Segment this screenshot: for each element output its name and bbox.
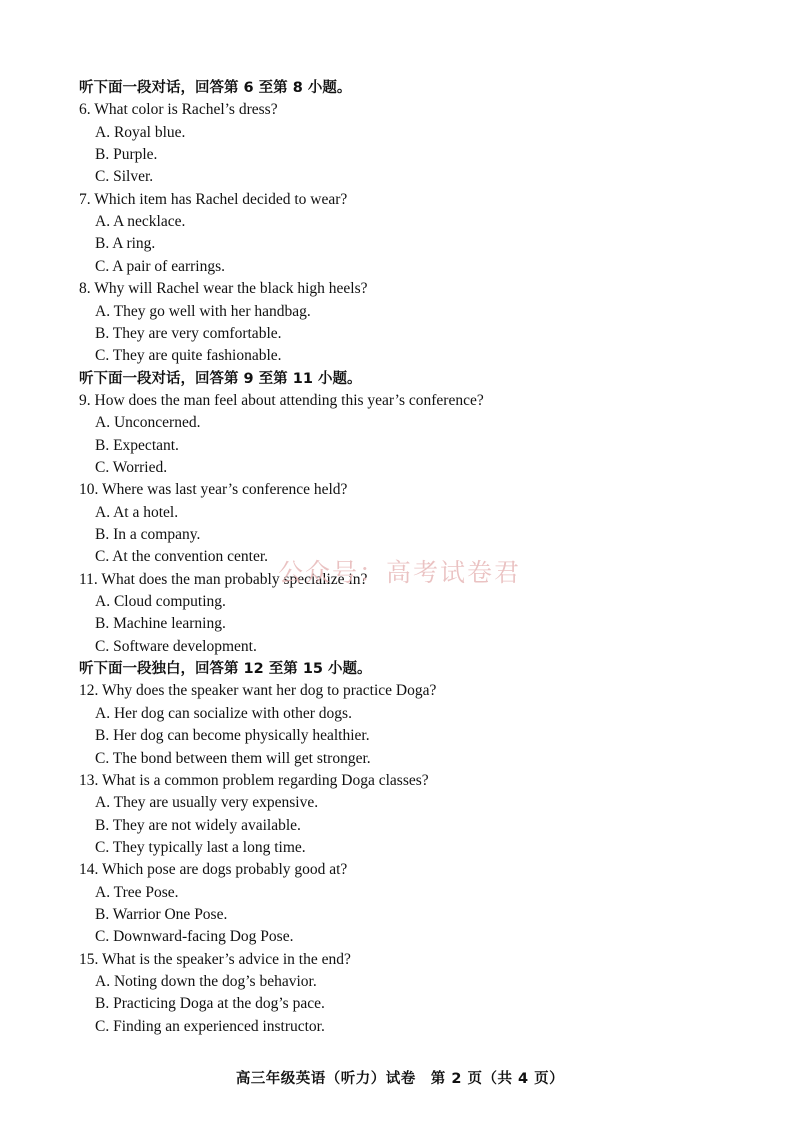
watermark: 公众号：高考试卷君 <box>278 558 522 587</box>
answer-option: B. In a company. <box>95 526 201 543</box>
answer-option: B. Expectant. <box>95 436 179 454</box>
answer-option: C. Silver. <box>95 168 154 186</box>
section-instruction: 听下面一段对话，回答第 6 至第 8 小题。 <box>79 80 352 96</box>
answer-option: A. Unconcerned. <box>95 414 201 432</box>
answer-option: B. Her dog can become physically healthier. <box>95 727 370 745</box>
question-stem: 6. What color is Rachel’s dress? <box>79 101 278 119</box>
question-stem: 11. What does the man probably specialize in? <box>79 570 368 588</box>
question-stem: 14. Which pose are dogs probably good at? <box>79 861 348 879</box>
question-stem: 8. Why will Rachel wear the black high heels? <box>79 280 368 298</box>
answer-option: A. They go well with her handbag. <box>95 302 311 320</box>
answer-option: B. A ring. <box>95 235 156 253</box>
section-instruction: 听下面一段对话，回答第 9 至第 11 小题。 <box>79 370 362 387</box>
answer-option: C. They are quite fashionable. <box>95 347 282 365</box>
answer-option: A. Noting down the dog’s behavior. <box>95 973 317 990</box>
answer-option: A. Royal blue. <box>95 123 186 141</box>
answer-option: C. A pair of earrings. <box>95 257 226 275</box>
answer-option: B. Purple. <box>95 146 158 164</box>
question-stem: 10. Where was last year’s conference held? <box>79 481 348 499</box>
answer-option: C. At the convention center. <box>95 548 269 566</box>
question-stem: 9. How does the man feel about attending this year’s conference? <box>79 391 484 409</box>
answer-option: C. They typically last a long time. <box>95 838 306 856</box>
answer-option: B. They are very comfortable. <box>95 324 282 342</box>
answer-option: A. Her dog can socialize with other dogs. <box>95 704 352 722</box>
answer-option: C. Downward-facing Dog Pose. <box>95 928 294 946</box>
question-stem: 7. Which item has Rachel decided to wear? <box>79 190 348 208</box>
page-footer: 高三年级英语（听力）试卷 第 2 页（共 4 页） <box>235 1071 565 1087</box>
answer-option: B. Machine learning. <box>95 615 226 633</box>
answer-option: C. Software development. <box>95 637 257 655</box>
question-stem: 15. What is the speaker’s advice in the end? <box>79 950 351 968</box>
answer-option: B. They are not widely available. <box>95 816 301 834</box>
question-stem: 12. Why does the speaker want her dog to practice Doga? <box>79 682 437 700</box>
answer-option: A. They are usually very expensive. <box>95 794 319 812</box>
answer-option: C. Finding an experienced instructor. <box>95 1017 325 1035</box>
answer-option: A. At a hotel. <box>95 503 179 521</box>
answer-option: C. The bond between them will get stronger. <box>95 749 371 767</box>
section-instruction: 听下面一段独白，回答第 12 至第 15 小题。 <box>79 661 372 678</box>
answer-option: A. A necklace. <box>95 213 186 231</box>
answer-option: B. Warrior One Pose. <box>95 905 228 923</box>
answer-option: C. Worried. <box>95 458 168 476</box>
answer-option: B. Practicing Doga at the dog’s pace. <box>95 995 325 1013</box>
question-stem: 13. What is a common problem regarding Doga classes? <box>79 771 429 789</box>
answer-option: A. Tree Pose. <box>95 883 179 901</box>
answer-option: A. Cloud computing. <box>95 593 226 611</box>
